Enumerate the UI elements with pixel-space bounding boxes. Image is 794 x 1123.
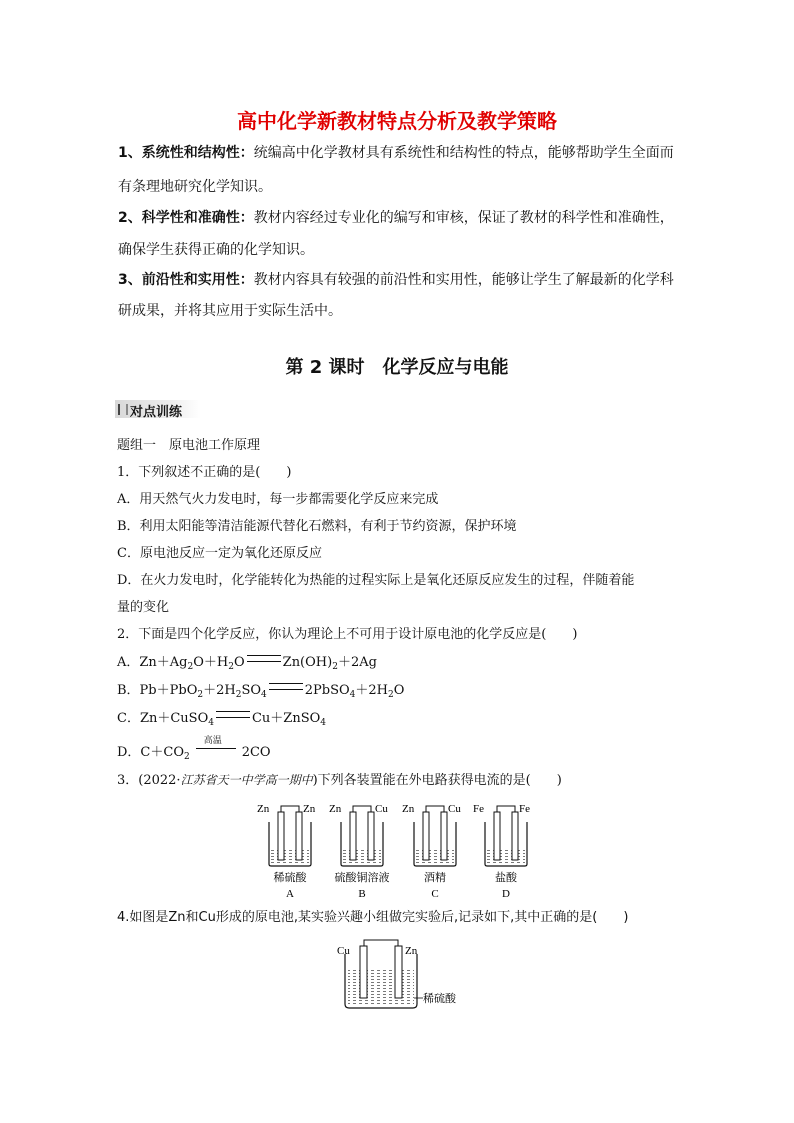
electrode-label: Zn: [402, 803, 415, 815]
q3-apparatus-figure: [255, 798, 545, 906]
intro-text: 教材内容具有较强的前沿性和实用性，能够让学生了解最新的化学科: [253, 272, 674, 288]
formula-part: D．C＋CO: [117, 745, 184, 760]
electrode-label: Zn: [405, 945, 418, 957]
subscript: 4: [349, 690, 356, 700]
subscript: 2: [197, 690, 204, 700]
electrode-left: [360, 946, 367, 998]
option-letter: B: [358, 888, 366, 900]
electrode-label: Fe: [519, 803, 530, 815]
beaker-d: [473, 803, 530, 900]
intro-point-3-cont: 研成果，并将其应用于实际生活中。: [118, 303, 342, 319]
wire: [426, 806, 444, 812]
equals-sign: [247, 655, 281, 662]
subscript: 2: [332, 662, 338, 672]
q2-option-c: [117, 710, 326, 732]
formula-part: ＋2Ag: [337, 655, 377, 670]
q1-option-a: A．用天然气火力发电时，每一步都需要化学反应来完成: [117, 492, 439, 507]
subscript: 4: [208, 718, 214, 728]
condition-text: 高温: [203, 736, 222, 746]
q1-option-d-cont: 量的变化: [117, 600, 170, 615]
solution-label: 酒精: [424, 872, 446, 884]
electrode-label: Zn: [329, 803, 342, 815]
solution-liquid: [348, 970, 414, 1005]
beaker-a: [257, 803, 316, 900]
q2-option-a: [117, 654, 377, 676]
wire: [353, 806, 371, 812]
formula-part: SO: [241, 683, 262, 698]
electrode-right: [441, 812, 447, 860]
main-title: 高中化学新教材特点分析及教学策略: [237, 109, 557, 133]
electrode-left: [423, 812, 429, 860]
reaction-arrow: [196, 748, 236, 749]
q1-option-b: B．利用太阳能等清洁能源代替化石燃料，有利于节约资源，保护环境: [117, 519, 517, 534]
electrode-label: Cu: [448, 803, 461, 815]
section-header: [115, 400, 215, 420]
electrode-right: [512, 812, 518, 860]
intro-heading: 1、系统性和结构性：: [118, 145, 254, 161]
formula-part: ＋2H: [355, 683, 388, 698]
q3-stem: [117, 771, 562, 790]
formula-part: B．Pb＋PbO: [117, 683, 198, 698]
intro-point-2: [118, 208, 688, 228]
intro-text: 统编高中化学教材具有系统性和结构性的特点，能够帮助学生全面而: [253, 145, 674, 161]
beaker-c: [402, 803, 461, 900]
electrode-label: Cu: [337, 945, 350, 957]
formula-part: O: [393, 683, 405, 698]
formula-part: Zn(OH): [282, 655, 333, 670]
subscript: 2: [183, 752, 190, 762]
subscript: 2: [228, 662, 234, 672]
formula-part: 2CO: [241, 745, 271, 760]
electrode-left: [494, 812, 500, 860]
electrode-right: [395, 946, 402, 998]
electrode-left: [350, 812, 356, 860]
solution-label: 盐酸: [495, 872, 517, 884]
subscript: 2: [187, 662, 194, 672]
intro-point-2-cont: 确保学生获得正确的化学知识。: [118, 242, 314, 258]
subscript: 2: [235, 690, 242, 700]
solution-liquid: [416, 850, 454, 865]
solution-liquid: [343, 850, 381, 865]
formula-part: C．Zn＋CuSO: [117, 711, 209, 726]
intro-point-1: [118, 143, 688, 163]
equals-sign: [269, 683, 303, 690]
solution-label: 硫酸铜溶液: [334, 872, 390, 884]
solution-label: 稀硫酸: [273, 872, 307, 884]
option-letter: C: [431, 888, 439, 900]
q3-prefix: 3．(2022·: [117, 773, 181, 788]
group-label: 题组一 原电池工作原理: [117, 438, 261, 453]
q1-option-c: C．原电池反应一定为氧化还原反应: [117, 546, 322, 561]
wire: [281, 806, 299, 812]
intro-heading: 3、前沿性和实用性：: [118, 272, 254, 288]
option-letter: A: [286, 888, 294, 900]
solution-label: 稀硫酸: [423, 993, 456, 1005]
q3-question: )下列各装置能在外电路获得电流的是( ): [312, 773, 562, 788]
subscript: 4: [320, 718, 327, 728]
electrode-right: [368, 812, 374, 860]
q2-option-b: [117, 682, 404, 704]
formula-part: Cu＋ZnSO: [251, 711, 321, 726]
reaction-condition: [196, 736, 236, 758]
equals-sign: [216, 711, 250, 718]
section-label: 对点训练: [130, 405, 183, 420]
wire: [497, 806, 515, 812]
intro-point-1-cont: 有条理地研究化学知识。: [118, 179, 272, 195]
beaker-b: [329, 803, 390, 900]
intro-heading: 2、科学性和准确性：: [118, 210, 254, 226]
formula-part: O: [233, 655, 245, 670]
solution-liquid: [271, 850, 309, 865]
subscript: 4: [261, 690, 267, 700]
subscript: 2: [388, 690, 394, 700]
q1-stem: 1．下列叙述不正确的是( ): [117, 465, 292, 480]
q4-stem: 4.如图是Zn和Cu形成的原电池,某实验兴趣小组做完实验后,记录如下,其中正确的是( ): [117, 910, 629, 925]
q1-option-d: D．在火力发电时，化学能转化为热能的过程实际上是氧化还原反应发生的过程，伴随着能: [117, 573, 635, 588]
q2-stem: 2．下面是四个化学反应，你认为理论上不可用于设计原电池的化学反应是( ): [117, 627, 578, 642]
electrode-left: [278, 812, 284, 860]
electrode-label: Fe: [473, 803, 484, 815]
electrode-label: Cu: [375, 803, 388, 815]
intro-text: 教材内容经过专业化的编写和审核，保证了教材的科学性和准确性，: [253, 210, 674, 226]
q2-option-d: [117, 736, 271, 766]
section-marker-icon: [118, 404, 128, 415]
electrode-label: Zn: [303, 803, 316, 815]
formula-part: O＋H: [193, 655, 229, 670]
electrode-right: [296, 812, 302, 860]
formula-part: ＋2H: [203, 683, 236, 698]
formula-part: A．Zn＋Ag: [117, 655, 188, 670]
lesson-title: 第 2 课时 化学反应与电能: [285, 357, 509, 378]
intro-point-3: [118, 270, 688, 290]
q3-source: 江苏省天一中学高一期中: [180, 773, 313, 787]
electrode-label: Zn: [257, 803, 270, 815]
formula-part: 2PbSO: [304, 683, 350, 698]
solution-liquid: [487, 850, 525, 865]
wire: [364, 940, 398, 946]
q4-cell-figure: [335, 936, 475, 1016]
option-letter: D: [502, 888, 510, 900]
